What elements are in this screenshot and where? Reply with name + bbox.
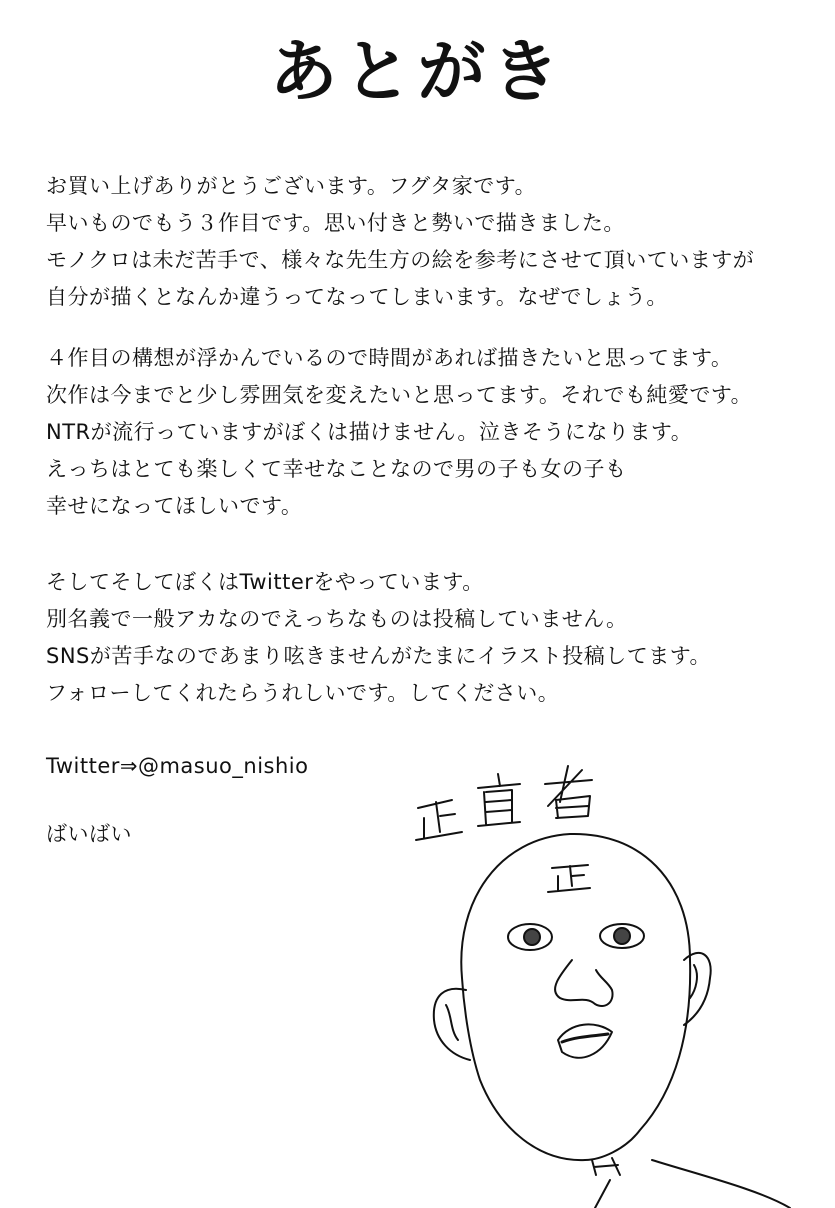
text-line: フォローしてくれたらうれしいです。してください。 xyxy=(46,681,560,705)
twitter-handle: Twitter⇒@masuo_nishio xyxy=(46,754,309,778)
farewell-text: ばいばい xyxy=(46,822,132,846)
text-line: そしてそしてぼくはTwitterをやっています。 xyxy=(46,570,484,594)
text-line: 自分が描くとなんか違うってなってしまいます。なぜでしょう。 xyxy=(46,285,668,309)
body xyxy=(595,1160,790,1208)
text-line: 早いものでもう３作目です。思い付きと勢いで描きました。 xyxy=(46,211,625,235)
text-line: えっちはとても楽しくて幸せなことなので男の子も女の子も xyxy=(46,457,627,481)
text-line: 次作は今までと少し雰囲気を変えたいと思ってます。それでも純愛です。 xyxy=(46,383,753,407)
text-line: ４作目の構想が浮かんでいるので時間があれば描きたいと思ってます。 xyxy=(46,346,733,370)
neck xyxy=(592,1158,620,1175)
page-title: あとがき xyxy=(269,32,566,112)
text-line: モノクロは未だ苦手で、様々な先生方の絵を参考にさせて頂いていますが xyxy=(46,248,755,272)
nose xyxy=(555,960,613,1006)
text-line: お買い上げありがとうございます。フグタ家です。 xyxy=(46,174,537,198)
text-line: 幸せになってほしいです。 xyxy=(46,494,303,518)
head-outline xyxy=(461,834,690,1160)
handwritten-caption xyxy=(416,766,592,840)
text-line: SNSが苦手なのであまり呟きませんがたまにイラスト投稿してます。 xyxy=(46,644,712,668)
text-line: 別名義で一般アカなのでえっちなものは投稿していません。 xyxy=(46,607,628,631)
text-line: NTRが流行っていますがぼくは描けません。泣きそうになります。 xyxy=(46,420,693,444)
forehead-mark xyxy=(548,865,590,892)
